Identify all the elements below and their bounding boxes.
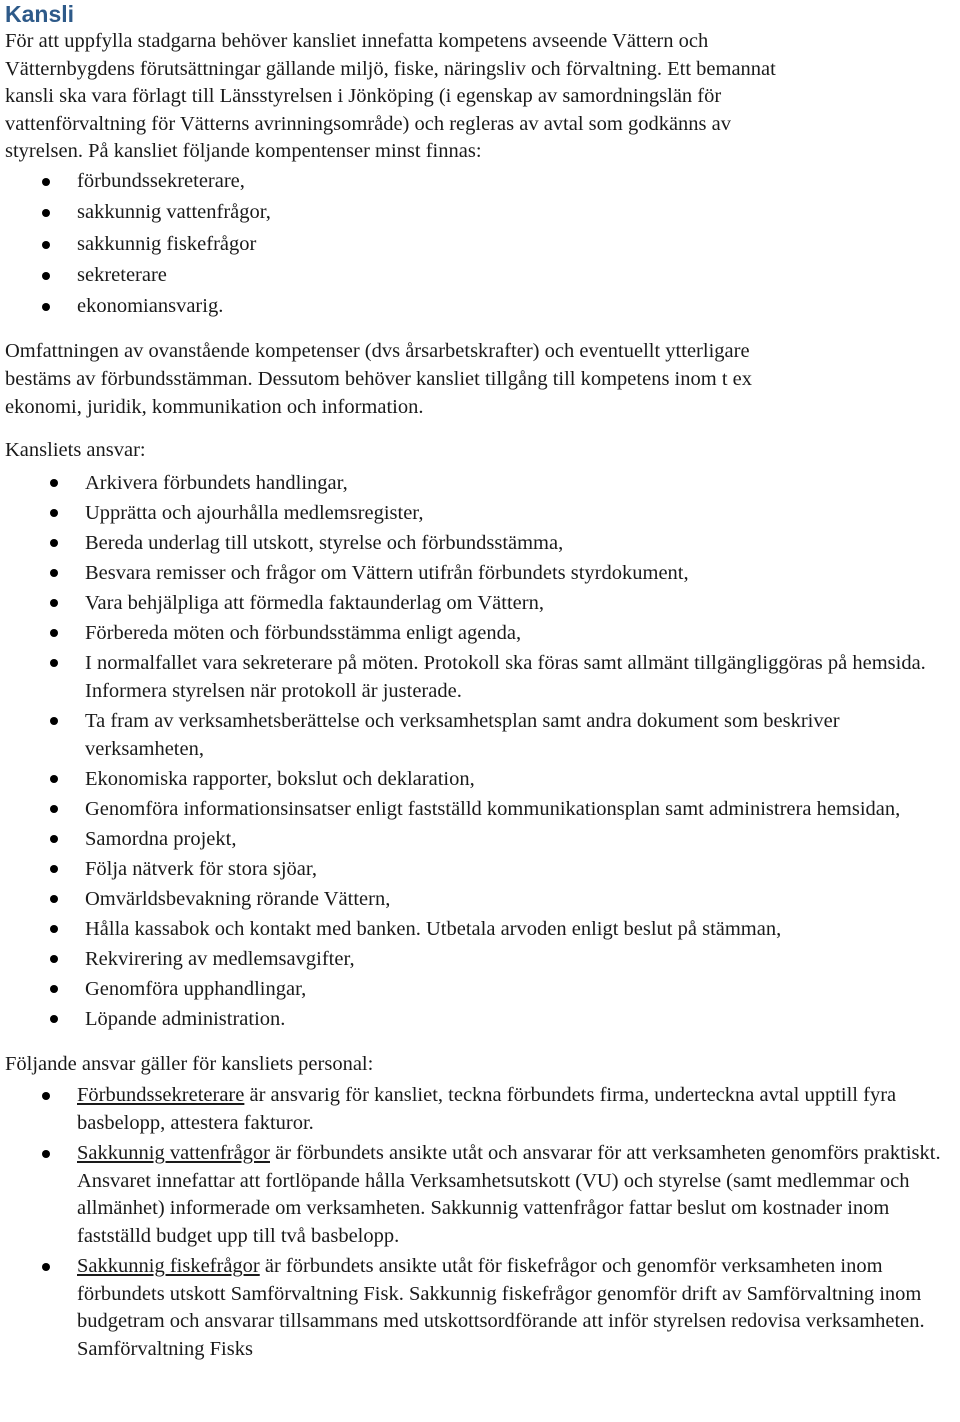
list-item: Omvärldsbevakning rörande Vättern, <box>5 885 956 913</box>
list-item: sekreterare <box>5 260 956 291</box>
staff-item <box>5 1253 956 1363</box>
staff-heading: Följande ansvar gäller för kansliets personal: <box>5 1052 374 1075</box>
intro-line-5: styrelsen. På kansliet följande kompentenser minst finnas: <box>5 140 482 163</box>
staff-item <box>5 1140 956 1250</box>
intro-line-1: För att uppfylla stadgarna behöver kansliet innefatta kompetens avseende Vättern och <box>5 30 709 52</box>
staff-role: Sakkunnig vattenfrågor <box>77 1142 270 1165</box>
staff-list <box>5 1082 956 1363</box>
responsibilities-list <box>5 469 956 1033</box>
intro-line-2: Vätternbygdens förutsättningar gällande miljö, fiske, näringsliv och förvaltning. Ett bemannat <box>5 57 776 80</box>
list-item: Följa nätverk för stora sjöar, <box>5 855 956 883</box>
list-item: Samordna projekt, <box>5 825 956 853</box>
staff-description: är ansvarig för kansliet, teckna förbundets firma, underteckna avtal upptill fyra basbelopp, attestera fakturor. <box>77 1084 897 1134</box>
staff-role: Sakkunnig fiskefrågor <box>77 1255 260 1278</box>
list-item: Bereda underlag till utskott, styrelse och förbundsstämma, <box>5 529 956 557</box>
list-item: Besvara remisser och frågor om Vättern utifrån förbundets styrdokument, <box>5 559 956 587</box>
list-item: sakkunnig fiskefrågor <box>5 229 956 260</box>
list-item: förbundssekreterare, <box>5 166 956 197</box>
staff-description: är förbundets ansikte utåt och ansvarar för att verksamheten genomförs praktiskt. Ansvaret innefattar att fortlöpande hålla Verksamhetsutskott (VU) och styrelse (samt medlemmar och allmänhet) informerade om verksamheten. Sakkunnig vattenfrågor fattar beslut om kostnader inom fastställd budget upp till två basbelopp. <box>77 1142 941 1247</box>
staff-role: Förbundssekreterare <box>77 1084 245 1107</box>
intro-paragraph <box>5 28 956 166</box>
list-item: Upprätta och ajourhålla medlemsregister, <box>5 499 956 527</box>
list-item: Förbereda möten och förbundsstämma enligt agenda, <box>5 619 956 647</box>
list-item: Hålla kassabok och kontakt med banken. Utbetala arvoden enligt beslut på stämman, <box>5 915 956 943</box>
scope-line-3: ekonomi, juridik, kommunikation och information. <box>5 395 424 418</box>
competences-list <box>5 166 956 322</box>
section-title: Kansli <box>5 1 75 27</box>
scope-paragraph <box>5 338 956 421</box>
list-item: ekonomiansvarig. <box>5 291 956 322</box>
staff-description: är förbundets ansikte utåt för fiskefrågor och genomför verksamheten inom förbundets utskott Samförvaltning Fisk. Sakkunnig fiskefrågor genomför drift av Samförvaltning inom budgetram och ansvarar tillsammans med utskottsordförande att inför styrelsen redovisa verksamheten. Samförvaltning Fisks <box>77 1255 925 1360</box>
list-item: Vara behjälpliga att förmedla faktaunderlag om Vättern, <box>5 589 956 617</box>
list-item: Genomföra informationsinsatser enligt fastställd kommunikationsplan samt administrera hemsidan, <box>5 795 956 823</box>
responsibilities-heading: Kansliets ansvar: <box>5 439 146 462</box>
list-item: I normalfallet vara sekreterare på möten. Protokoll ska föras samt allmänt tillgängliggöras på hemsida. Informera styrelsen när protokoll är justerade. <box>5 649 956 705</box>
list-item: Rekvirering av medlemsavgifter, <box>5 945 956 973</box>
list-item: Ekonomiska rapporter, bokslut och deklaration, <box>5 765 956 793</box>
list-item: Ta fram av verksamhetsberättelse och verksamhetsplan samt andra dokument som beskriver verksamheten, <box>5 707 956 763</box>
staff-item <box>5 1082 956 1137</box>
list-item: Arkivera förbundets handlingar, <box>5 469 956 497</box>
intro-line-4: vattenförvaltning för Vätterns avrinningsområde) och regleras av avtal som godkänns av <box>5 112 732 135</box>
scope-line-2: bestäms av förbundsstämman. Dessutom behöver kansliet tillgång till kompetens inom t ex <box>5 368 752 391</box>
list-item: Genomföra upphandlingar, <box>5 975 956 1003</box>
intro-line-3: kansli ska vara förlagt till Länsstyrelsen i Jönköping (i egenskap av samordningslän för <box>5 85 722 108</box>
scope-line-1: Omfattningen av ovanstående kompetenser (dvs årsarbetskrafter) och eventuellt ytterligare <box>5 340 750 363</box>
list-item: sakkunnig vattenfrågor, <box>5 197 956 228</box>
list-item: Löpande administration. <box>5 1005 956 1033</box>
